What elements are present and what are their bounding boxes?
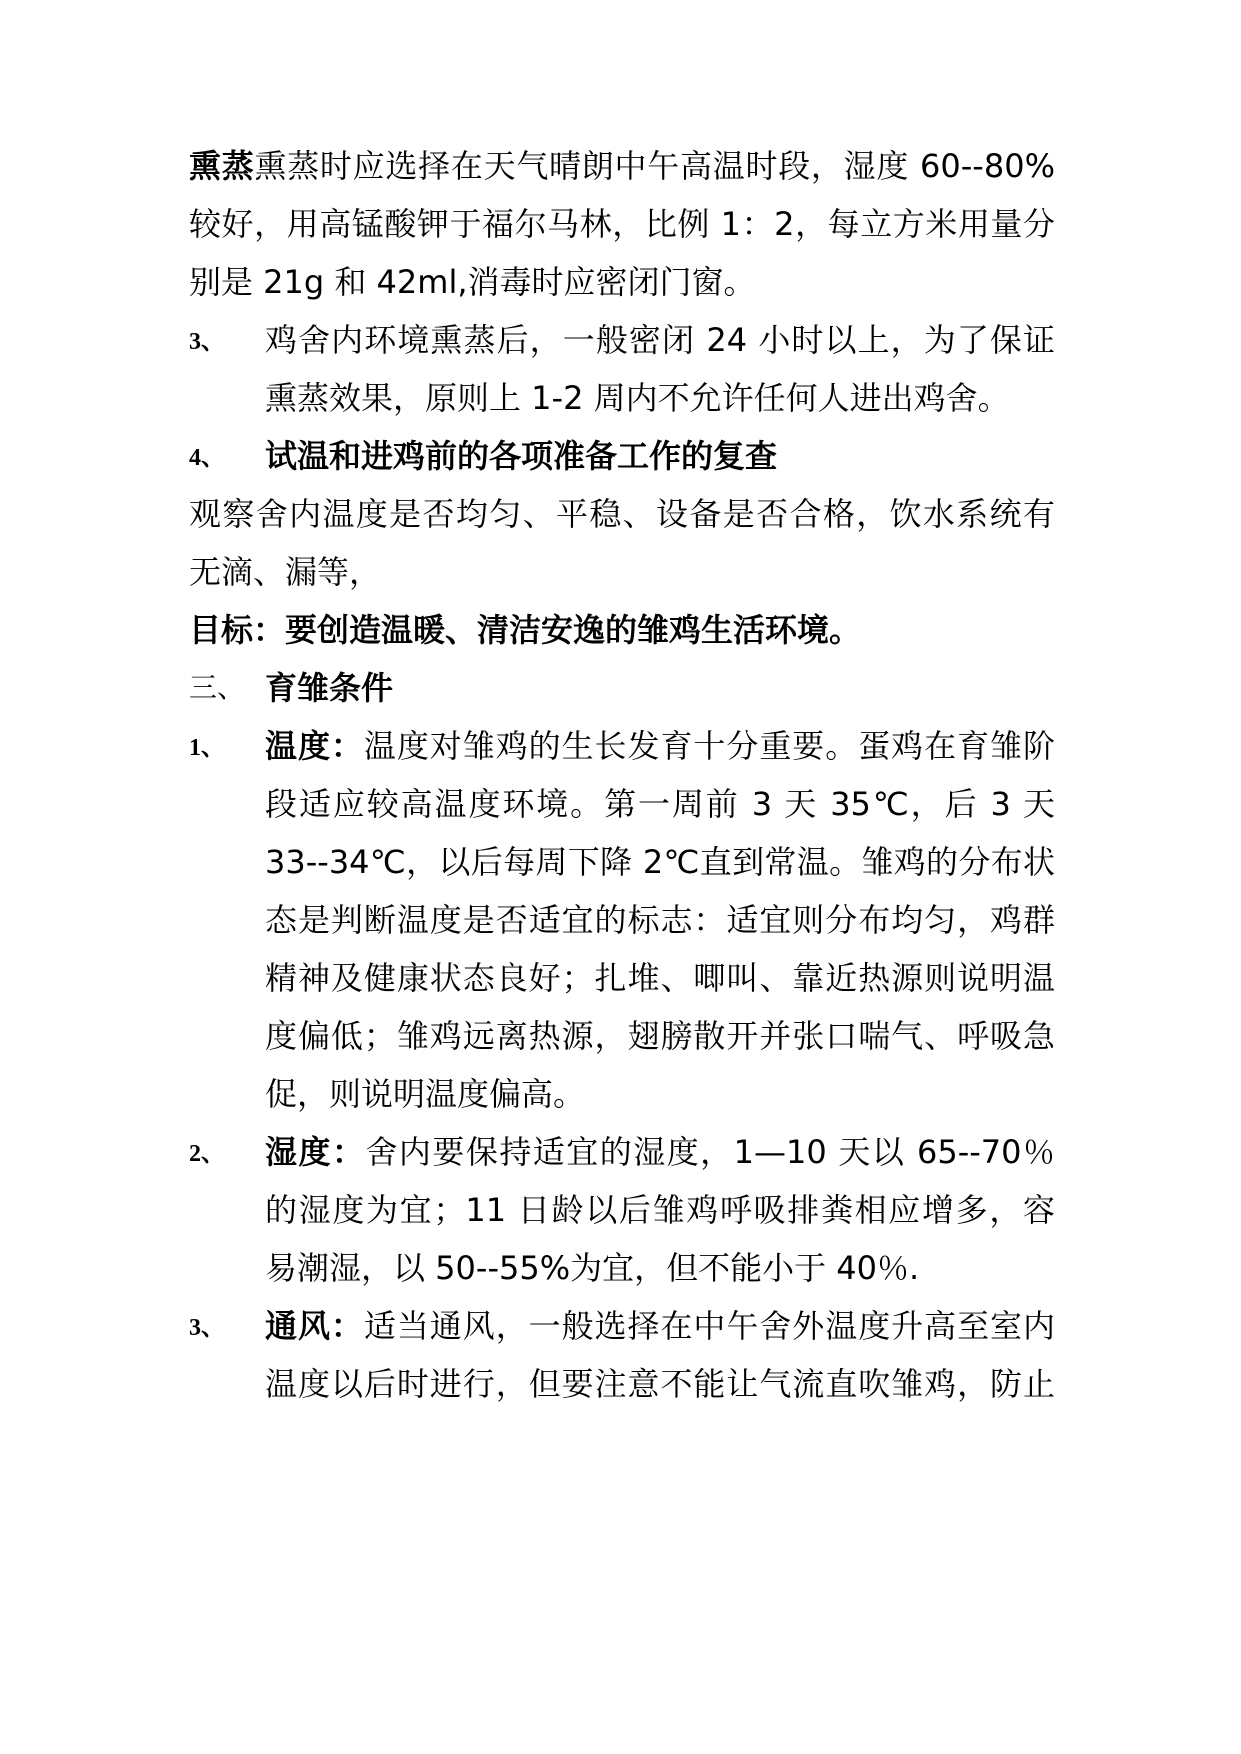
list-item-line: 温度：温度对雏鸡的生长发育十分重要。蛋鸡在育雏阶 — [265, 727, 1055, 765]
list-number: 1、 — [189, 735, 225, 761]
list-item-heading: 试温和进鸡前的各项准备工作的复查 — [265, 437, 778, 475]
section-number: 三、 — [189, 671, 246, 704]
list-item-line: 度偏低；雏鸡远离热源，翅膀散开并张口喘气、呼吸急 — [265, 1017, 1055, 1055]
list-item-line: 促，则说明温度偏高。 — [265, 1075, 586, 1113]
list-item-line: 的湿度为宜；11 日龄以后雏鸡呼吸排粪相应增多，容 — [265, 1191, 1055, 1229]
list-item-line: 33--34℃，以后每周下降 2℃直到常温。雏鸡的分布状 — [265, 843, 1055, 881]
paragraph-line: 较好，用高锰酸钾于福尔马林，比例 1：2，每立方米用量分 — [189, 205, 1055, 243]
condition-label: 温度： — [265, 727, 364, 765]
paragraph-line: 观察舍内温度是否均匀、平稳、设备是否合格，饮水系统有 — [189, 495, 1055, 533]
list-item-line: 易潮湿，以 50--55%为宜，但不能小于 40％. — [265, 1249, 920, 1287]
list-number: 4、 — [189, 445, 225, 471]
list-number: 3、 — [189, 329, 225, 355]
list-item-line: 熏蒸效果，原则上 1-2 周内不允许任何人进出鸡舍。 — [265, 379, 1010, 417]
list-item-line: 温度以后时进行，但要注意不能让气流直吹雏鸡，防止 — [265, 1365, 1055, 1403]
list-item-line: 段适应较高温度环境。第一周前 3 天 35℃，后 3 天 — [265, 785, 1055, 823]
list-item-line: 态是判断温度是否适宜的标志：适宜则分布均匀，鸡群 — [265, 901, 1055, 939]
section-title: 育雏条件 — [265, 669, 394, 707]
list-item-line: 精神及健康状态良好；扎堆、唧叫、靠近热源则说明温 — [265, 959, 1055, 997]
list-item-line: 通风：适当通风，一般选择在中午舍外温度升高至室内 — [265, 1307, 1055, 1345]
bold-term: 熏蒸 — [189, 147, 255, 185]
condition-label: 通风： — [265, 1307, 364, 1345]
paragraph-line: 无滴、漏等， — [189, 553, 382, 591]
list-number: 3、 — [189, 1315, 225, 1341]
condition-label: 湿度： — [265, 1133, 366, 1171]
paragraph-line: 熏蒸熏蒸时应选择在天气晴朗中午高温时段，湿度 60--80% — [189, 147, 1055, 185]
list-item-line: 鸡舍内环境熏蒸后，一般密闭 24 小时以上，为了保证 — [265, 321, 1055, 359]
list-item-line: 湿度：舍内要保持适宜的湿度，1—10 天以 65--70％ — [265, 1133, 1055, 1171]
paragraph-line: 别是 21g 和 42ml,消毒时应密闭门窗。 — [189, 263, 756, 301]
goal-statement: 目标：要创造温暖、清洁安逸的雏鸡生活环境。 — [189, 611, 862, 649]
list-number: 2、 — [189, 1141, 225, 1167]
